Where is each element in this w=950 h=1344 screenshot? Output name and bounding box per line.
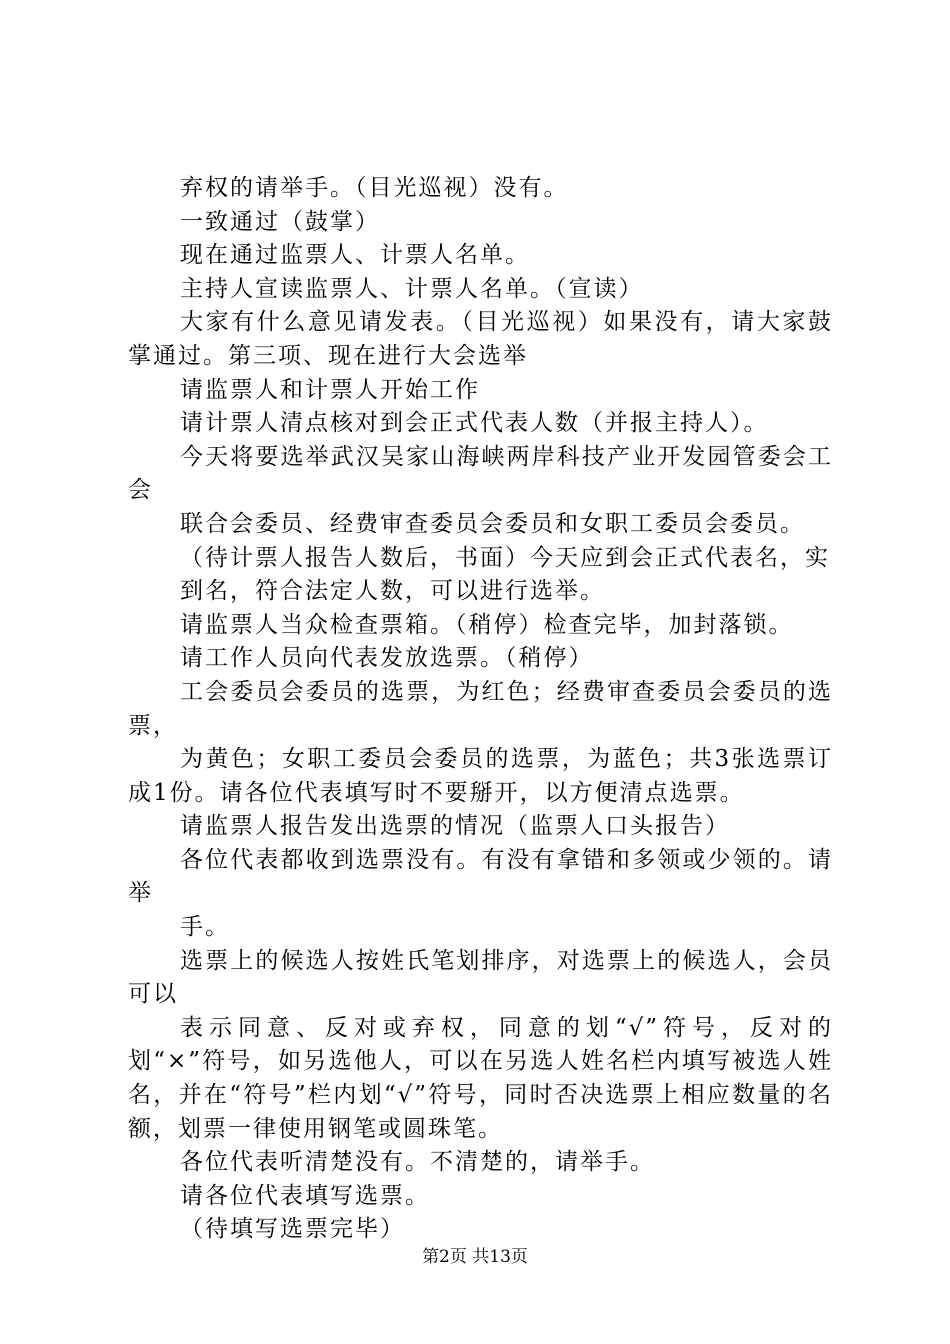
paragraph: 今天将要选举武汉吴家山海峡两岸科技产业开发园管委会工会 xyxy=(128,443,833,504)
paragraph: 主持人宣读监票人、计票人名单。（宣读） xyxy=(180,275,644,302)
paragraph: 请监票人报告发出选票的情况（监票人口头报告） xyxy=(180,813,730,840)
paragraph: 请监票人当众检查票箱。（稍停）检查完毕，加封落锁。 xyxy=(180,611,794,638)
paragraph: 表示同意、反对或弃权，同意的划“√”符号，反对的划“×”符号，如另选他人，可以在另选人姓名栏内填写被选人姓名，并在“符号”栏内划“√”符号，同时否决选票上相应数量的名额，划票一律使用钢笔或圆珠笔。 xyxy=(128,1014,833,1142)
paragraph: 为黄色；女职工委员会委员的选票，为蓝色；共3张选票订成1份。请各位代表填写时不要掰开，以方便清点选票。 xyxy=(128,746,833,806)
paragraph: 联合会委员、经费审查委员会委员和女职工委员会委员。 xyxy=(180,510,805,537)
paragraph: 选票上的候选人按姓氏笔划排序，对选票上的候选人，会员可以 xyxy=(128,947,833,1008)
paragraph: 大家有什么意见请发表。（目光巡视）如果没有，请大家鼓掌通过。第三项、现在进行大会选举 xyxy=(128,309,833,369)
page-number-footer: 第2页 共13页 xyxy=(422,1247,528,1267)
paragraph: 请计票人清点核对到会正式代表人数（并报主持人）。 xyxy=(180,410,769,437)
paragraph: （待计票人报告人数后，书面）今天应到会正式代表名，实 xyxy=(180,544,830,571)
paragraph: （待填写选票完毕） xyxy=(180,1216,405,1243)
paragraph: 请工作人员向代表发放选票。（稍停） xyxy=(180,645,594,672)
paragraph: 到名，符合法定人数，可以进行选举。 xyxy=(180,578,605,605)
paragraph: 工会委员会委员的选票，为红色；经费审查委员会委员的选票， xyxy=(128,678,833,739)
paragraph: 各位代表都收到选票没有。有没有拿错和多领或少领的。请举 xyxy=(128,846,833,907)
document-body xyxy=(128,172,833,1247)
paragraph: 弃权的请举手。（目光巡视）没有。 xyxy=(180,175,569,201)
paragraph: 现在通过监票人、计票人名单。 xyxy=(180,242,530,269)
paragraph: 请各位代表填写选票。 xyxy=(180,1182,430,1209)
paragraph: 一致通过（鼓掌） xyxy=(180,208,380,235)
paragraph: 请监票人和计票人开始工作 xyxy=(180,376,480,403)
paragraph: 各位代表听清楚没有。不清楚的，请举手。 xyxy=(180,1149,655,1176)
paragraph: 手。 xyxy=(180,914,230,941)
